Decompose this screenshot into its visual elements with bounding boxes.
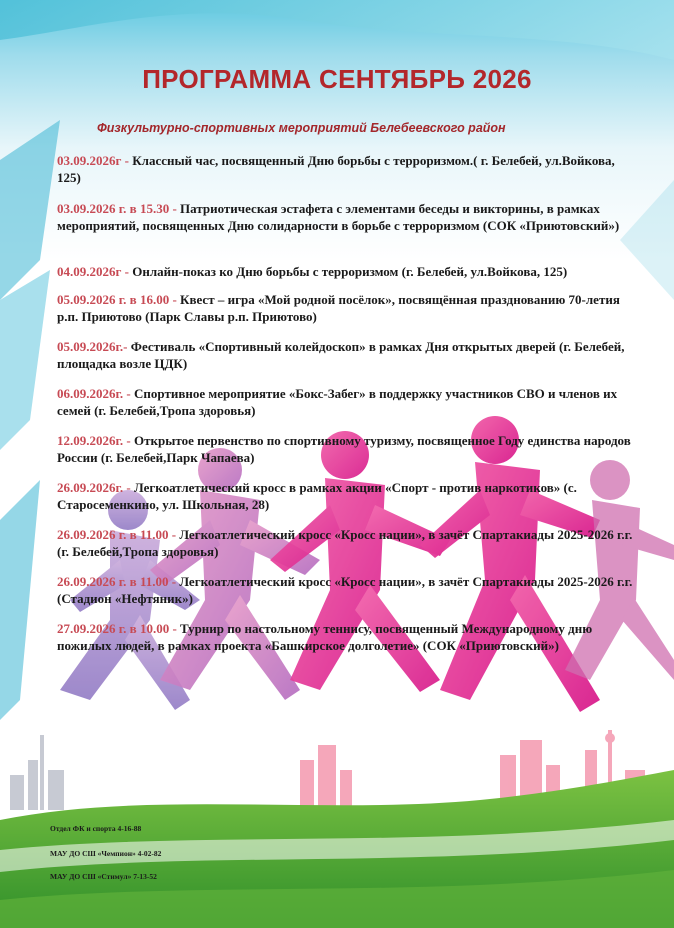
event-date: 26.09.2026 г. в 11.00 -: [57, 527, 180, 542]
event-date: 27.09.2026 г. в 10.00 -: [57, 621, 181, 636]
event-date: 12.09.2026г. -: [57, 433, 135, 448]
event-item: [57, 432, 637, 466]
event-date: 05.09.2026г.-: [57, 339, 131, 354]
event-date: 03.09.2026г -: [57, 153, 133, 168]
event-date: 26.09.2026г. -: [57, 480, 135, 495]
event-date: 05.09.2026 г. в 16.00 -: [57, 292, 181, 307]
event-item: [57, 573, 637, 607]
event-text: Турнир по настольному теннису, посвященный Международному дню пожилых людей, в рамках проекта «Башкирское долголетие» (СОК «Приютовский»): [57, 621, 593, 653]
event-text: Квест – игра «Мой родной посёлок», посвящённая празднованию 70-летия р.п. Приютово (Парк Славы р.п. Приютово): [57, 292, 620, 324]
event-item: [57, 338, 637, 372]
event-item: [57, 200, 637, 234]
event-date: 06.09.2026г. -: [57, 386, 135, 401]
event-item: [57, 263, 637, 280]
event-item: [57, 479, 637, 513]
event-item: [57, 385, 637, 419]
event-item: [57, 620, 637, 654]
event-text: Легкоатлетический кросс в рамках акции «Спорт - против наркотиков» (с. Старосеменкино, ул. Школьная, 28): [57, 480, 577, 512]
event-date: 26.09.2026 г. в 11.00 -: [57, 574, 180, 589]
event-text: Фестиваль «Спортивный колейдоскоп» в рамках Дня открытых дверей (г. Белебей, площадка возле ЦДК): [57, 339, 625, 371]
footer-contact: МАУ ДО СШ «Стимул» 7-13-52: [50, 872, 157, 881]
event-date: 04.09.2026г -: [57, 264, 133, 279]
footer-contact: МАУ ДО СШ «Чемпион» 4-02-82: [50, 849, 162, 858]
event-date: 03.09.2026 г. в 15.30 -: [57, 201, 181, 216]
event-text: Легкоатлетический кросс «Кросс нации», в зачёт Спартакиады 2025-2026 г.г. (Стадион «Нефтяник»): [57, 574, 633, 606]
event-text: Легкоатлетический кросс «Кросс нации», в зачёт Спартакиады 2025-2026 г.г. (г. Белебей,Тропа здоровья): [57, 527, 633, 559]
event-item: [57, 291, 637, 325]
page-subtitle: Физкультурно-спортивных мероприятий Белебеевского район: [97, 121, 506, 135]
event-item: [57, 526, 637, 560]
event-text: Классный час, посвященный Дню борьбы с терроризмом.( г. Белебей, ул.Войкова, 125): [57, 153, 615, 185]
event-text: Патриотическая эстафета с элементами беседы и викторины, в рамках мероприятий, посвященных Дню солидарности в борьбе с терроризмом (СОК «Приютовский»): [57, 201, 620, 233]
event-text: Онлайн-показ ко Дню борьбы с терроризмом (г. Белебей, ул.Войкова, 125): [132, 264, 568, 279]
event-text: Спортивное мероприятие «Бокс-Забег» в поддержку участников СВО и членов их семей (г. Белебей,Тропа здоровья): [57, 386, 618, 418]
event-item: [57, 152, 637, 186]
event-text: Открытое первенство по спортивному туризму, посвященное Году единства народов России (г. Белебей,Парк Чапаева): [57, 433, 631, 465]
page-title: ПРОГРАММА СЕНТЯБРЬ 2026: [142, 64, 532, 94]
footer-contact: Отдел ФК и спорта 4-16-88: [50, 824, 142, 833]
